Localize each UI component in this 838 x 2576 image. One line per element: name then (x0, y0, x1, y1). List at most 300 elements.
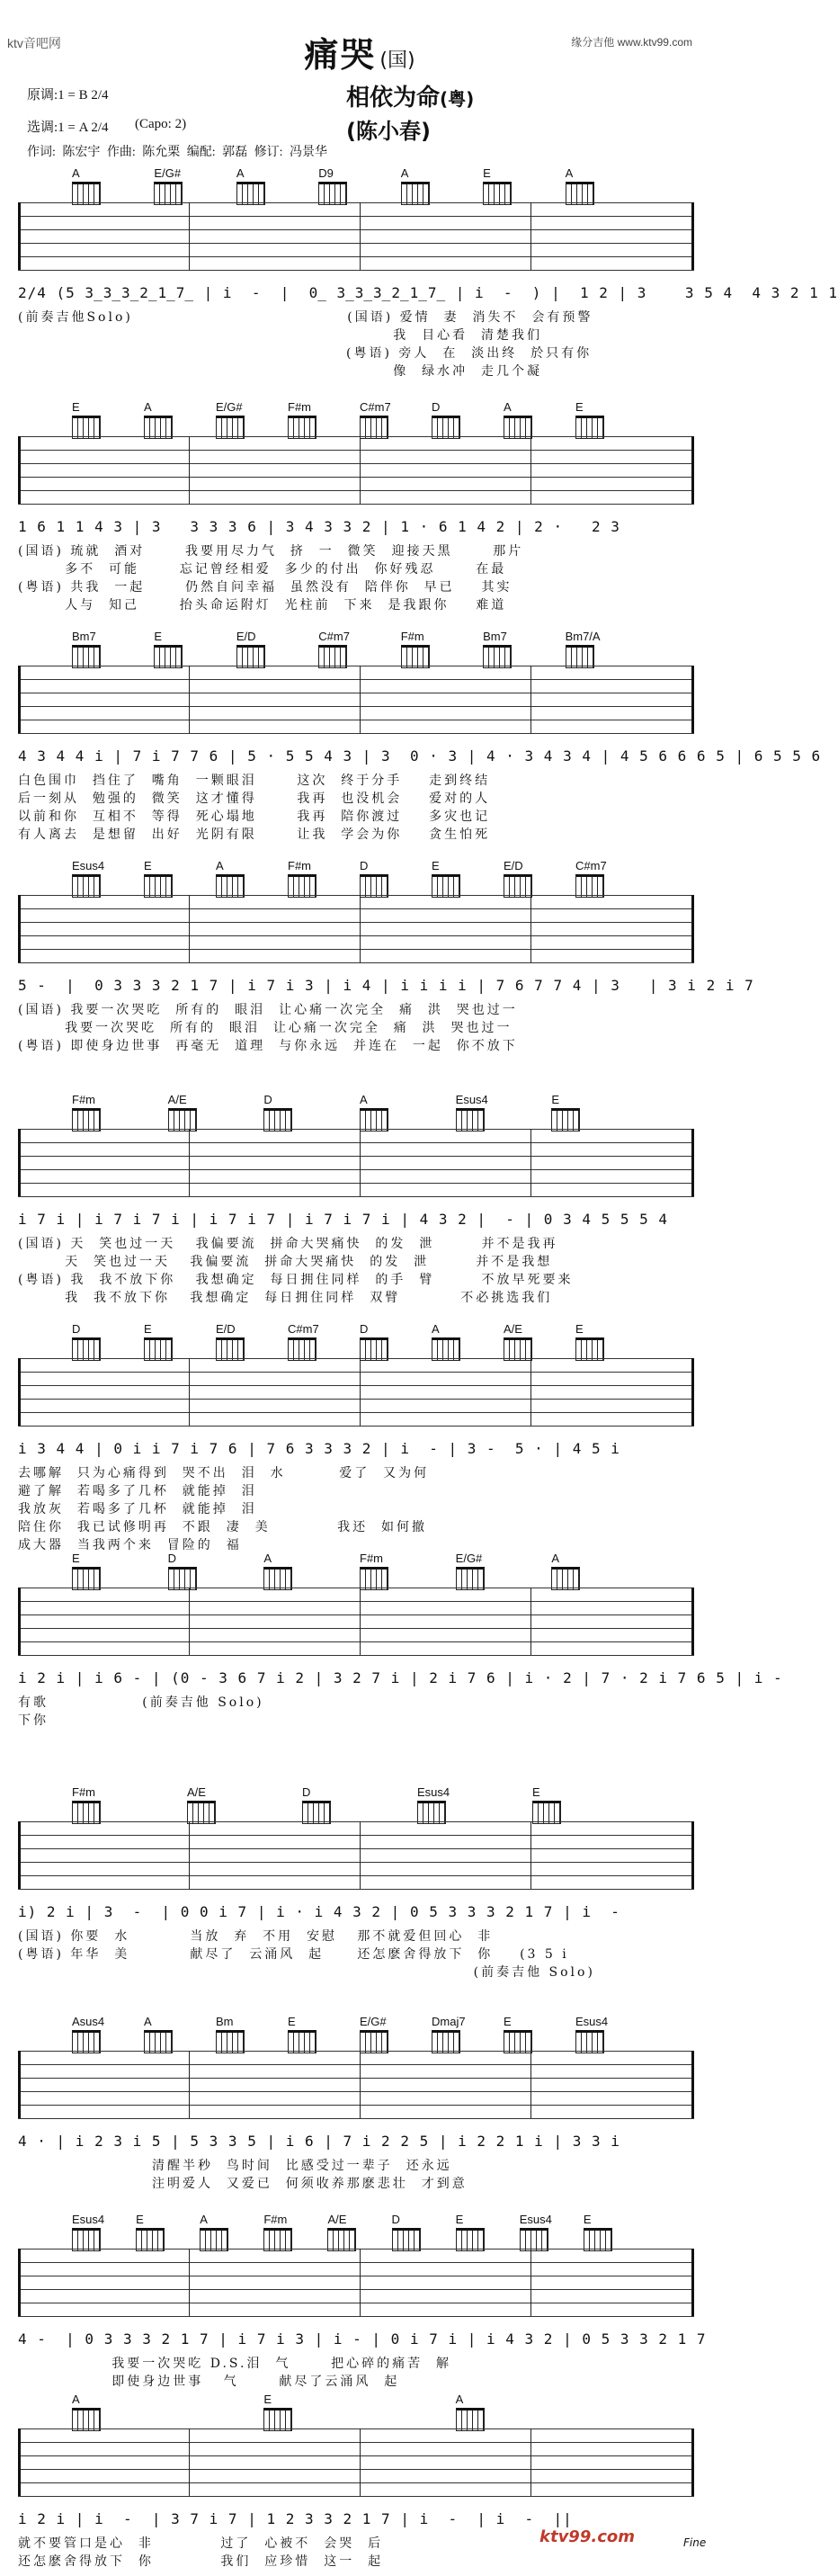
title-main: 痛哭 (304, 35, 377, 75)
tab-staff (18, 895, 694, 976)
staff-line (18, 450, 694, 451)
chord-diagram (360, 1552, 388, 1590)
barline (530, 666, 531, 733)
jianpu-notes: 4 · | i 2 3 i 5 | 5 3 3 5 | i 6 | 7 i 2 2 5 | i 2 2 1 i | 3 3 i (18, 2133, 620, 2150)
chord-diagram (72, 1552, 101, 1590)
lyric-line: 还怎麽舍得放下 你 我们 应珍惜 这一 起 (18, 2554, 384, 2569)
staff-line (18, 733, 694, 734)
chord-diagram (72, 630, 101, 668)
barline (691, 2249, 694, 2316)
tab-staff (18, 2428, 694, 2509)
staff-line (18, 463, 694, 464)
barline (189, 666, 190, 733)
chord-diagram (200, 2213, 228, 2251)
chord-diagram (318, 630, 350, 668)
staff-line (18, 229, 694, 230)
barline (360, 666, 361, 733)
lyric-line: (国语) 琉就 酒对 我要用尽力气 挤 一 微笑 迎接天黑 那片 (18, 544, 524, 559)
chord-diagram (456, 1552, 485, 1590)
system (18, 1093, 694, 1306)
chord-name: Bm7 (72, 630, 96, 643)
chord-name: E (432, 859, 440, 872)
system (18, 400, 694, 613)
song-subtitle (346, 79, 474, 112)
barline (189, 2051, 190, 2118)
staff-line (18, 2289, 694, 2290)
chord-diagram (236, 166, 265, 205)
chord-name: A (72, 166, 80, 180)
lyric-line: 人与 知己 抬头命运附灯 光柱前 下来 是我跟你 难道 (18, 598, 507, 613)
staff-line (18, 1835, 694, 1836)
chord-name: E/G# (154, 166, 182, 180)
chord-diagram (432, 400, 460, 439)
staff-line (18, 706, 694, 707)
chord-name: D (360, 859, 369, 872)
chord-diagram (532, 1785, 561, 1824)
chord-name: A/E (167, 1093, 187, 1106)
jianpu-notes: 2/4 (5 3̲3̲3̲2̲1̲7̲ | i - | 0̲ 3̲3̲3̲2̲1̲7̲ | i - ) | 1 2 | 3 3 5 4 4 3 2 1 1 (18, 284, 838, 301)
staff-line (18, 1196, 694, 1197)
chord-name: D (432, 400, 441, 414)
chord-diagram (360, 859, 388, 898)
chord-diagram (72, 2015, 104, 2053)
chord-diagram (144, 2015, 173, 2053)
chord-name: C#m7 (575, 859, 607, 872)
system (18, 859, 754, 1054)
barline (18, 1358, 21, 1426)
chord-diagram (288, 1322, 319, 1361)
staff-line (18, 1848, 694, 1849)
system (18, 2213, 707, 2390)
lyric-line: 天 笑也过一天 我偏要流 拼命大哭痛快 的发 泄 并不是我想 (18, 1255, 553, 1269)
chord-diagram (417, 1785, 450, 1824)
chord-name: E (575, 400, 584, 414)
chord-diagram (327, 2213, 356, 2251)
barline (18, 1588, 21, 1655)
tab-staff (18, 2051, 694, 2132)
staff-line (18, 216, 694, 217)
jianpu-notes: i 3 4 4 | 0 i i 7 i 7 6 | 7 6 3 3 3 2 | i - | 3 - 5 · | 4 5 i (18, 1440, 620, 1457)
chord-name: E/G# (216, 400, 243, 414)
chord-diagram (168, 1552, 197, 1590)
lyric-line: (粤语) 即使身边世事 再毫无 道理 与你永远 并连在 一起 你不放下 (18, 1039, 518, 1053)
barline (360, 1129, 361, 1196)
chord-name: A (504, 400, 512, 414)
chord-name: D9 (318, 166, 334, 180)
barline (530, 895, 531, 962)
staff-line (18, 1889, 694, 1890)
chord-row (18, 1093, 694, 1129)
chord-diagram (236, 630, 265, 668)
barline (530, 1358, 531, 1426)
barline (360, 202, 361, 270)
staff-line (18, 1358, 694, 1359)
lyric-line: (前奏吉他Solo) (国语) 爱情 妻 消失不 会有预警 (18, 310, 593, 325)
chord-name: Esus4 (455, 1093, 488, 1106)
barline (189, 1588, 190, 1655)
chord-diagram (483, 630, 512, 668)
chord-name: E (455, 2213, 464, 2226)
lyric-line: 即使身边世事 气 献尽了云涌风 起 (18, 2375, 400, 2389)
staff-line (18, 256, 694, 257)
lyric-line: 去哪解 只为心痛得到 哭不出 泪 水 爱了 又为何 (18, 1466, 430, 1480)
chord-diagram (504, 859, 532, 898)
chord-diagram (401, 630, 430, 668)
staff-line (18, 2428, 694, 2429)
jianpu-notes: 1 6 1 1 4 3 | 3 3 3 3 6 | 3 4 3 3 2 | 1 · 6 1 4 2 | 2 · 2 3 (18, 518, 620, 535)
jianpu-notes: 4 3 4 4 i | 7 i 7 7 6 | 5 · 5 5 4 3 | 3 0 · 3 | 4 · 3 4 3 4 | 4 5 6 6 6 5 | 6 5 5 6 (18, 747, 822, 765)
chord-name: A (200, 2213, 208, 2226)
chord-name: E/D (236, 630, 256, 643)
barline (18, 895, 21, 962)
system (18, 166, 838, 380)
staff-line (18, 436, 694, 437)
barline (691, 666, 694, 733)
site-info: 缘分吉他 www.ktv99.com (571, 36, 692, 49)
barline (691, 436, 694, 504)
staff-line (18, 2316, 694, 2317)
barline (189, 1358, 190, 1426)
chord-name: D (302, 1785, 311, 1799)
staff-line (18, 2118, 694, 2119)
tab-staff (18, 436, 694, 517)
chord-diagram (216, 2015, 245, 2053)
chord-diagram (263, 2393, 292, 2431)
chord-row (18, 1322, 694, 1358)
barline (189, 1821, 190, 1889)
chord-name: A (565, 166, 574, 180)
chord-diagram (432, 2015, 466, 2053)
barline (18, 2428, 21, 2496)
chord-diagram (504, 2015, 532, 2053)
chord-name: A (236, 166, 245, 180)
chord-name: C#m7 (318, 630, 350, 643)
chord-diagram (566, 630, 601, 668)
chord-name: A/E (327, 2213, 347, 2226)
capo-note: (Capo: 2) (135, 117, 187, 131)
chord-diagram (360, 1322, 388, 1361)
barline (189, 2428, 190, 2496)
chord-name: D (263, 1093, 272, 1106)
barline (530, 2428, 531, 2496)
staff-line (18, 935, 694, 936)
chord-name: A (263, 1552, 272, 1565)
system (18, 2015, 694, 2192)
chord-row (18, 400, 694, 436)
chord-name: F#m (360, 1552, 383, 1565)
staff-line (18, 895, 694, 896)
chord-diagram (187, 1785, 216, 1824)
staff-line (18, 1655, 694, 1656)
chord-diagram (72, 2393, 101, 2431)
chord-name: D (72, 1322, 81, 1336)
chord-diagram (288, 859, 316, 898)
barline (691, 1821, 694, 1889)
staff-line (18, 1601, 694, 1602)
barline (691, 1129, 694, 1196)
staff-line (18, 1169, 694, 1170)
system (18, 630, 822, 843)
staff-line (18, 2091, 694, 2092)
credits-line: 作词: 陈宏宇 作曲: 陈允栗 编配: 郭磊 修订: 冯景华 (27, 146, 328, 159)
chord-row (18, 166, 694, 202)
chord-name: E/D (216, 1322, 236, 1336)
barline (360, 895, 361, 962)
barline (18, 666, 21, 733)
chord-diagram (392, 2213, 421, 2251)
barline (360, 2051, 361, 2118)
staff-line (18, 1142, 694, 1143)
lyric-line: 陪住你 我已试修明再 不跟 凄 美 我还 如何撤 (18, 1520, 428, 1534)
barline (691, 202, 694, 270)
chord-diagram (504, 1322, 532, 1361)
chord-name: Esus4 (72, 2213, 105, 2226)
lyric-line: 注明爱人 又爱已 何须收养那麽悲壮 才到意 (18, 2177, 468, 2191)
chord-diagram (72, 1322, 101, 1361)
chord-diagram (360, 400, 391, 439)
chord-row (18, 2213, 694, 2249)
lyric-line: (粤语) 共我 一起 仍然自问幸福 虽然没有 陪伴你 早已 其实 (18, 580, 513, 595)
chord-row (18, 2393, 694, 2428)
subtitle-main: 相依为命 (346, 85, 441, 112)
chord-name: E (144, 1322, 152, 1336)
staff-line (18, 2496, 694, 2497)
staff-line (18, 922, 694, 923)
chord-name: E (154, 630, 163, 643)
chord-diagram (575, 400, 604, 439)
staff-line (18, 949, 694, 950)
chord-diagram (584, 2213, 612, 2251)
subtitle-tag: (粤) (440, 88, 475, 110)
chord-name: Esus4 (72, 859, 105, 872)
lyric-line: 有歌 (前奏吉他 Solo) (18, 1695, 264, 1710)
chord-name: C#m7 (288, 1322, 319, 1336)
staff-line (18, 2455, 694, 2456)
staff-line (18, 1183, 694, 1184)
staff-line (18, 1156, 694, 1157)
barline (189, 436, 190, 504)
barline (18, 1129, 21, 1196)
chord-diagram (263, 1093, 292, 1131)
chord-diagram (72, 859, 104, 898)
chord-name: F#m (400, 630, 424, 643)
chord-diagram (483, 166, 512, 205)
staff-line (18, 1129, 694, 1130)
barline (18, 2051, 21, 2118)
chord-name: F#m (72, 1093, 95, 1106)
chord-name: E (551, 1093, 559, 1106)
lyric-line: (前奏吉他 Solo) (18, 1965, 595, 1980)
lyric-line: 多不 可能 忘记曾经相爱 多少的付出 你好残忍 在最 (18, 562, 507, 577)
chord-diagram (72, 166, 101, 205)
chord-diagram (360, 1093, 388, 1131)
chord-row (18, 859, 694, 895)
chord-diagram (263, 1552, 292, 1590)
chord-diagram (72, 1785, 101, 1824)
system (18, 1785, 694, 1981)
lyric-line: 我 目心看 清楚我们 (18, 328, 543, 343)
chord-diagram (263, 2213, 292, 2251)
lyric-line: 我要一次哭吃 所有的 眼泪 让心痛一次完全 痛 洪 哭也过一 (18, 1021, 513, 1035)
jianpu-notes: 4 - | 0 3 3 3 2 1 7 | i 7 i 3 | i - | 0 i 7 i | i 4 3 2 | 0 5 3 3 2 1 7 (18, 2330, 707, 2348)
jianpu-notes: 5 - | 0 3 3 3 2 1 7 | i 7 i 3 | i 4 | i i i i | 7 6 7 7 4 | 3 | 3 i 2 i 7 (18, 977, 754, 994)
site-logo: ktv音吧网 (7, 36, 61, 50)
chord-diagram (136, 2213, 165, 2251)
tab-staff (18, 1821, 694, 1902)
staff-line (18, 1399, 694, 1400)
chord-name: F#m (263, 2213, 288, 2226)
chord-name: E (72, 400, 80, 414)
chord-diagram (216, 400, 245, 439)
song-title (0, 27, 719, 76)
chord-diagram (168, 1093, 197, 1131)
tab-staff (18, 1358, 694, 1439)
chord-diagram (551, 1552, 580, 1590)
staff-line (18, 2051, 694, 2052)
barline (360, 1588, 361, 1655)
title-tag: (国) (379, 49, 415, 72)
staff-line (18, 1821, 694, 1822)
barline (189, 895, 190, 962)
chord-diagram (566, 166, 594, 205)
barline (530, 436, 531, 504)
jianpu-notes: i 2 i | i - | 3 7 i 7 | 1 2 3 3 2 1 7 | i - | i - || (18, 2510, 573, 2527)
tab-staff (18, 1129, 694, 1210)
lyric-line: 有人离去 是想留 出好 光阴有限 让我 学会为你 贪生怕死 (18, 827, 491, 842)
staff-line (18, 962, 694, 963)
chord-diagram (575, 859, 607, 898)
chord-name: E/G# (455, 1552, 483, 1565)
staff-line (18, 1385, 694, 1386)
staff-line (18, 2249, 694, 2250)
lyric-line: 清醒半秒 鸟时间 比感受过一辈子 还永远 (18, 2159, 452, 2173)
barline (530, 1821, 531, 1889)
chord-name: D (360, 1322, 369, 1336)
chord-diagram (575, 2015, 608, 2053)
system (18, 1322, 694, 1553)
barline (360, 2249, 361, 2316)
staff-line (18, 1862, 694, 1863)
chord-name: Esus4 (519, 2213, 552, 2226)
staff-line (18, 1372, 694, 1373)
chord-diagram (575, 1322, 604, 1361)
chord-diagram (401, 166, 430, 205)
chord-diagram (551, 1093, 580, 1131)
chord-name: F#m (72, 1785, 95, 1799)
barline (530, 202, 531, 270)
chord-name: Dmaj7 (432, 2015, 466, 2028)
lyric-line: 我放灰 若喝多了几杯 就能掉 泪 (18, 1502, 257, 1516)
chord-diagram (360, 2015, 388, 2053)
chord-name: A (360, 1093, 368, 1106)
staff-line (18, 2262, 694, 2263)
chord-name: E (263, 2393, 272, 2406)
staff-line (18, 2078, 694, 2079)
chord-row (18, 2015, 694, 2051)
barline (18, 202, 21, 270)
chord-diagram (144, 400, 173, 439)
chord-row (18, 1552, 694, 1588)
lyric-line: (粤语) 旁人 在 淡出终 於只有你 (18, 346, 593, 361)
chord-name: A (455, 2393, 464, 2406)
lyric-line: (粤语) 年华 美 献尽了 云涌风 起 还怎麽舍得放下 你 (3 5 i (18, 1947, 569, 1962)
chord-name: E (136, 2213, 144, 2226)
staff-line (18, 477, 694, 478)
original-key: 原调:1 = B 2/4 (27, 88, 109, 103)
staff-line (18, 490, 694, 491)
lyric-line: 下你 (18, 1713, 49, 1728)
chord-diagram (504, 400, 532, 439)
lyric-line: 白色围巾 挡住了 嘴角 一颗眼泪 这次 终于分手 走到终结 (18, 774, 491, 788)
barline (691, 1588, 694, 1655)
barline (18, 436, 21, 504)
chord-name: A (144, 400, 152, 414)
artist-name: (陈小春) (346, 119, 431, 144)
chord-name: D (167, 1552, 177, 1565)
chord-row (18, 630, 694, 666)
lyric-line: (粤语) 我 我不放下你 我想确定 每日拥住同样 的手 臂 不放早死要来 (18, 1273, 574, 1287)
chord-name: A (144, 2015, 152, 2028)
barline (530, 1588, 531, 1655)
chord-name: Bm7/A (565, 630, 601, 643)
barline (691, 2428, 694, 2496)
chord-diagram (520, 2213, 552, 2251)
chord-row (18, 1785, 694, 1821)
lyric-line: (国语) 天 笑也过一天 我偏要流 拼命大哭痛快 的发 泄 并不是我再 (18, 1237, 558, 1251)
barline (360, 2428, 361, 2496)
staff-line (18, 1628, 694, 1629)
chord-diagram (144, 859, 173, 898)
chord-name: E (504, 2015, 512, 2028)
barline (530, 1129, 531, 1196)
chord-diagram (432, 1322, 460, 1361)
chord-name: Esus4 (417, 1785, 450, 1799)
chord-name: Asus4 (72, 2015, 105, 2028)
lyric-line: 后一刻从 勉强的 微笑 这才懂得 我再 也没机会 爱对的人 (18, 792, 491, 806)
chord-name: C#m7 (360, 400, 391, 414)
staff-line (18, 1426, 694, 1427)
staff-line (18, 2442, 694, 2443)
barline (530, 2249, 531, 2316)
barline (530, 2051, 531, 2118)
staff-line (18, 2064, 694, 2065)
staff-line (18, 679, 694, 680)
jianpu-notes: i 2 i | i 6 - | (0 - 3 6 7 i 2 | 3 2 7 i | 2 i 7 6 | i · 2 | 7 · 2 i 7 6 5 | i - (18, 1669, 783, 1686)
fine-mark: Fine (683, 2536, 707, 2549)
staff-line (18, 243, 694, 244)
watermark: ktv99.com (539, 2527, 635, 2546)
chord-name: E (583, 2213, 592, 2226)
staff-line (18, 270, 694, 271)
staff-line (18, 202, 694, 203)
tab-staff (18, 2249, 694, 2330)
chord-diagram (72, 1093, 101, 1131)
lyric-line: (国语) 你要 水 当放 弃 不用 安慰 那不就爱但回心 非 (18, 1929, 494, 1944)
chord-name: A (432, 1322, 440, 1336)
chord-name: E/D (504, 859, 523, 872)
tab-staff (18, 1588, 694, 1668)
chord-diagram (456, 2393, 485, 2431)
staff-line (18, 504, 694, 505)
chord-diagram (302, 1785, 331, 1824)
barline (360, 1821, 361, 1889)
chord-name: Bm7 (483, 630, 507, 643)
chord-name: E (575, 1322, 584, 1336)
jianpu-notes: i) 2 i | 3 - | 0 0 i 7 | i · i 4 3 2 | 0 5 3 3 3 2 1 7 | i - (18, 1903, 620, 1920)
chord-diagram (154, 630, 183, 668)
staff-line (18, 1641, 694, 1642)
barline (360, 1358, 361, 1426)
